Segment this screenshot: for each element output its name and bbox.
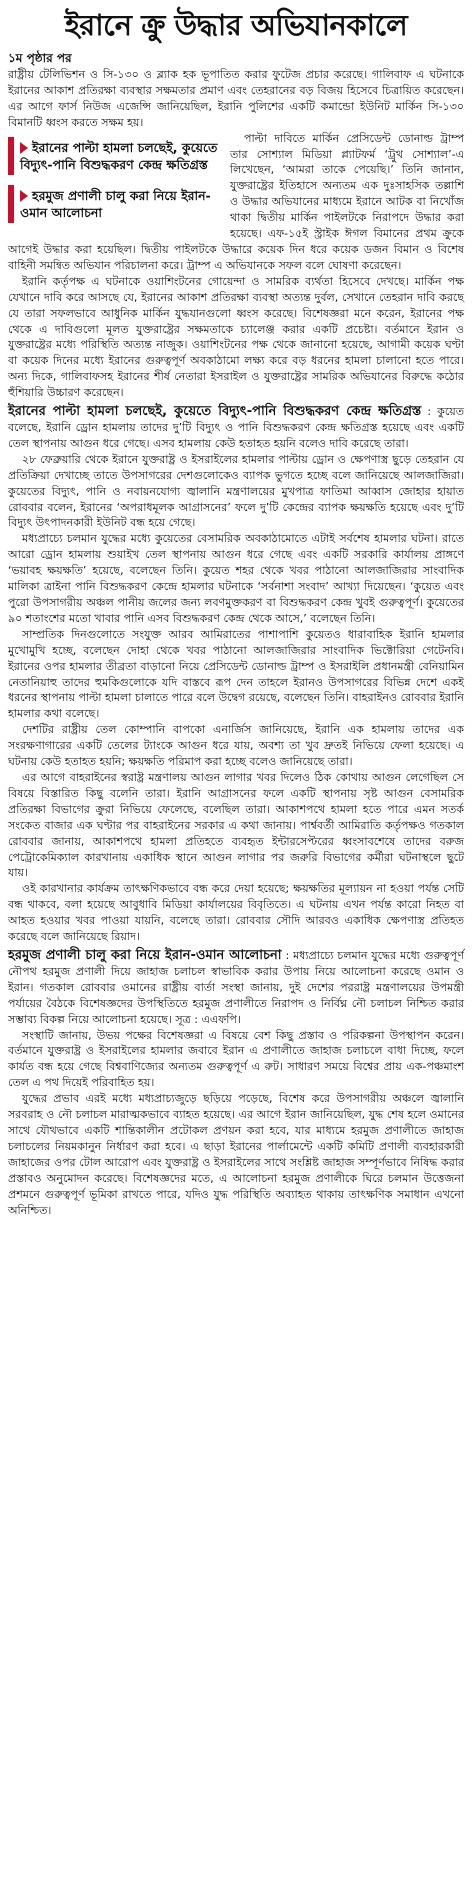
body-paragraph: সংস্থাটি জানায়, উভয় পক্ষের বিশেষজ্ঞরা এ বিষয়ে বেশ কিছু প্রস্তাব ও পরিকল্পনা উপস্থাপন করেন। বর্তমানে যুক্তরাষ্ট্র ও ইসরাইলের হামলার জবাবে ইরান এ প্রণালীতে জাহাজ চলাচলে বাধা দিচ্ছে, ফলে কার্যত বন্ধ হয়ে গেছে বিশ্ববাণিজ্যের অন্যতম গুরুত্বপূর্ণ এ রুট। সাধারণ সময়ে বিশ্বের প্রায় এক-পঞ্চমাংশ তেল এ পথ দিয়েই পরিবাহিত হয়।	[8, 1028, 464, 1090]
highlights-box	[8, 137, 218, 233]
section-heading: হরমুজ প্রণালী চালু করা নিয়ে ইরান-ওমান আলোচনা	[8, 947, 282, 963]
body-paragraph: মধ্যপ্রাচ্যে চলমান যুদ্ধের মধ্যে কুয়েতের বেসামরিক অবকাঠামোতে এটাই সর্বশেষ হামলার ঘটনা। রাতে আরো ড্রোন হামলায় শুয়াইখ তেল স্থাপনায় আগুন ধরে গেছে এবং একটি সরকারি কার্যালয় প্রাঙ্গণে ‘ভয়াবহ ক্ষয়ক্ষতি’ হয়েছে, বলেছেন তিনি। কুয়েত শহর থেকে খবর পাঠানো আলজাজিরার সাংবাদিক মালিকা ত্রাইনা পানি বিশুদ্ধকরণ কেন্দ্রে হামলার ঘটনাকে ‘সর্বনাশা সংবাদ’ আখ্যা দিয়েছেন। ‘কুয়েত এবং পুরো উপসাগরীয় অঞ্চল পানীয় জলের জন্য লবণমুক্তকরণ বা বিশুদ্ধকরণ কেন্দ্র খুবই গুরুত্বপূর্ণ। কুয়েতের ৯০ শতাংশের মতো খাবার পানি এসব বিশুদ্ধকরণ কেন্দ্র থেকে আসে,’ বলেছেন তিনি।	[8, 532, 464, 625]
section-kuwait	[8, 403, 464, 452]
section-hormuz	[8, 947, 464, 1028]
body-paragraph: যুদ্ধের প্রভাব এরই মধ্যে মধ্যপ্রাচ্যজুড়ে ছড়িয়ে পড়েছে, বিশেষ করে উপসাগরীয় অঞ্চলে জ্বালানি সরবরাহ ও নৌ চলাচল মারাত্মকভাবে ব্যাহত হয়েছে। এর আগে ইরান জানিয়েছিল, যুদ্ধ শেষ হলে ওমানের সাথে যৌথভাবে একটি শান্তিকালীন প্রটোকল প্রণয়ন করা হবে, যার মাধ্যমে হরমুজ প্রণালীতে জাহাজ চলাচলের নিয়মকানুন নির্ধারণ করা হবে। এ ছাড়া ইরানের পার্লামেন্টে একটি কমিটি প্রণালী ব্যবহারকারী জাহাজের ওপর টোল আরোপ এবং যুক্তরাষ্ট্র ও ইসরাইলের সাথে সংশ্লিষ্ট জাহাজ সম্পূর্ণভাবে নিষিদ্ধ করার প্রস্তাবও অনুমোদন করেছে। বিশেষজ্ঞদের মতে, এ আলোচনা হরমুজ প্রণালীকে ঘিরে চলমান উত্তেজনা প্রশমনে গুরুত্বপূর্ণ ভূমিকা রাখতে পারে, যদিও যুদ্ধ পরিস্থিতি অব্যাহত থাকায় তাৎক্ষণিক সমাধান এখনো অনিশ্চিত।	[8, 1092, 464, 1217]
body-paragraph: দেশটির রাষ্ট্রীয় তেল কোম্পানি বাপকো এনার্জিস জানিয়েছে, ইরানি এক হামলায় তাদের এক সংরক্ষণাগারের একটি তেলের ট্যাংকে আগুন ধরে যায়, অবশ্য তা খুব দ্রুতই নিভিয়ে ফেলা হয়েছে। এ ঘটনায় কেউ হতাহত হয়নি; ক্ষয়ক্ষতি পরিমাপ করা হচ্ছে বলেও জানিয়েছে তারা।	[8, 723, 464, 769]
continued-label: ১ম পৃষ্ঠার পর	[8, 51, 72, 65]
body-paragraph: এর আগে বাহরাইনের স্বরাষ্ট্র মন্ত্রণালয় আগুন লাগার খবর দিলেও ঠিক কোথায় আগুন লেগেছিল সে বিষয়ে বিস্তারিত কিছু বলেনি তারা। ইরানি আগ্রাসনের ফলে একটি স্থাপনায় সৃষ্ট আগুন বেসামরিক প্রতিরক্ষা বিভাগের ক্রুরা নিভিয়ে ফেলেছে, বলেছিল তারা। আকাশপথে হামলা হতে পারে এমন সতর্ক সংকেত বাজার এক ঘণ্টার পর বাহরাইনের সরকার এ কথা জানায়। পার্শ্ববর্তী আমিরাতি কর্তৃপক্ষও গতকাল রোববার জানায়, আকাশপথে হামলা প্রতিহতে ব্যবহৃত ইন্টারসেপ্টরের ধ্বংসাবশেষে তাদের বরুজ পেট্রোকেমিক্যাল কারখানায় একাধিক স্থানে আগুন লাগার পর জরুরি বিভাগের কর্মীরা ঘটনাস্থলে ছুটে যায়।	[8, 770, 464, 880]
highlight-item[interactable]	[8, 185, 218, 223]
section-lead: : মধ্যপ্রাচ্যে চলমান যুদ্ধের মধ্যে গুরুত্বপূর্ণ নৌপথ হরমুজ প্রণালী দিয়ে জাহাজ চলাচল স্বাভাবিক করার উপায় নিয়ে আলোচনা করেছে ওমান ও ইরান। গতকাল রোববার ওমানের রাষ্ট্রীয় বার্তা সংস্থা জানায়, দুই দেশের পররাষ্ট্র মন্ত্রণালয়ের উপমন্ত্রী পর্যায়ের বৈঠকে বিশেষজ্ঞদের উপস্থিতিতে হরমুজ প্রণালীতে নিরাপদ ও নির্বিঘ্ন নৌ চলাচল নিশ্চিত করার সম্ভাব্য বিকল্প নিয়ে আলোচনা হয়েছে। সূত্র : এএফপি।	[8, 948, 464, 1026]
arrow-icon	[20, 190, 28, 202]
section-lead: : কুয়েত বলেছে, ইরানি ড্রোন হামলায় তাদের দু’টি বিদ্যুৎ ও পানি বিশুদ্ধকরণ কেন্দ্র ক্ষতিগ্রস্ত হয়েছে এবং একটি তেল স্থাপনায় আগুন ধরে গেছে। এসব হামলায় কেউ হতাহত হয়নি বলেও দাবি করেছে তারা।	[8, 405, 464, 450]
body-paragraph: ২৮ ফেব্রুয়ারি থেকে ইরানে যুক্তরাষ্ট্র ও ইসরাইলের হামলার পাল্টায় ড্রোন ও ক্ষেপণাস্ত্র ছুড়ে তেহরান যে প্রতিক্রিয়া দেখাচ্ছে তাতে উপসাগরের দেশগুলোকেও ব্যাপক ভুগতে হচ্ছে বলে জানিয়েছে আলজাজিরা। কুয়েতের বিদ্যুৎ, পানি ও নবায়নযোগ্য জ্বালানি মন্ত্রণালয়ের মুখপাত্র ফাতিমা আব্বাস জোহার হায়াত রোববার বলেন, ইরানের ‘অপরাধমূলক আগ্রাসনের’ ফলে দু’টি কেন্দ্রের ব্যাপক ক্ষয়ক্ষতি হয়েছে এবং দু’টি বিদ্যুৎ উৎপাদনকারী ইউনিট বন্ধ হয়ে গেছে।	[8, 452, 464, 530]
body-paragraph: ইরানি কর্তৃপক্ষ এ ঘটনাকে ওয়াশিংটনের গোয়েন্দা ও সামরিক ব্যর্থতা হিসেবে দেখছে। মার্কিন পক্ষ যেখানে দাবি করে আসছে যে, ইরানের আকাশ প্রতিরক্ষা ব্যবস্থা অত্যন্ত দুর্বল, সেখানে তেহরান দাবি করছে যে তারা সফলভাবে আধুনিক মার্কিন যুদ্ধযানগুলো ধ্বংস করেছে। বিশেষজ্ঞরা মনে করেন, ইরানের পক্ষ থেকে এ দাবিগুলো মূলত যুক্তরাষ্ট্রের সক্ষমতাকে চ্যালেঞ্জ করার একটি প্রচেষ্টা। বর্তমানে ইরান ও যুক্তরাষ্ট্রের মধ্যে পরিস্থিতি অত্যন্ত নাজুক। ওয়াশিংটনের পক্ষ থেকে জানানো হয়েছে, আগামী কয়েক ঘণ্টা বা কয়েক দিনের মধ্যে ইরানের গুরুত্বপূর্ণ অবকাঠামো লক্ষ্য করে বড় ধরনের হামলা চালানো হতে পারে। অন্য দিকে, গালিবাফসহ ইরানের শীর্ষ নেতারা ইসরাইল ও যুক্তরাষ্ট্রের সামরিক অভিযানের বিরুদ্ধে কঠোর হুঁশিয়ারি উচ্চারণ করেছেন।	[8, 274, 464, 400]
body-paragraph: ওই কারখানার কার্যক্রম তাৎক্ষণিকভাবে বন্ধ করে দেয়া হয়েছে; ক্ষয়ক্ষতির মূল্যায়ন না হওয়া পর্যন্ত সেটি বন্ধ থাকবে, বলা হয়েছে আবুধাবি মিডিয়া কার্যালয়ের বিবৃতিতে। এ ঘটনায় এখন পর্যন্ত কারো নিহত বা আহত হওয়ার খবর পাওয়া যায়নি, বলেছে তারা। রোববার সৌদি আরবও একাধিক ক্ষেপণাস্ত্র প্রতিহত করেছে বলে জানিয়েছে রিয়াদ।	[8, 882, 464, 944]
intro-paragraph: রাষ্ট্রীয় টেলিভিশন ও সি-১৩০ ও ব্ল্যাক হক ভূপাতিত করার ফুটেজ প্রচার করেছে। গালিবাফ এ ঘটনাকে ইরানের আকাশ প্রতিরক্ষা ব্যবস্থার সক্ষমতার প্রমাণ এবং তেহরানের বড় বিজয় হিসেবে চিত্রায়িত করেছেন। এর আগে ফার্স নিউজ এজেন্সি জানিয়েছিল, ইরানি পুলিশের একটি কমান্ডো ইউনিট মার্কিন সি-১৩০ বিমানটি ধ্বংস করতে সক্ষম হয়।	[8, 68, 464, 129]
arrow-icon	[20, 142, 28, 154]
highlight-item[interactable]	[8, 137, 218, 175]
body-paragraph: সাম্প্রতিক দিনগুলোতে সংযুক্ত আরব আমিরাতের পাশাপাশি কুয়েতও ধারাবাহিক ইরানি হামলার মুখোমুখি হচ্ছে, বলেছেন দোহা থেকে খবর পাঠানো আলজাজিরার সাংবাদিক ভিক্টোরিয়া গেটেনবি। ইরানের ওপর হামলার তীব্রতা বাড়ানো নিয়ে প্রেসিডেন্ট ডোনাল্ড ট্রাম্প ও ইসরাইলি প্রধানমন্ত্রী বেনিয়ামিন নেতানিয়াহু তাদের হুমকিগুলোকে যদি বাস্তবে রূপ দেন তাহলে ইরানও উপসাগরের বিভিন্ন দেশে একই ধরনের স্থাপনায় পাল্টা হামলা চালাতে পারে বলে উদ্বেগ রয়েছে, বলেছেন তিনি। বাহরাইনও রোববার ইরানি হামলার কথা বলেছে।	[8, 627, 464, 721]
highlight-label: হরমুজ প্রণালী চালু করা নিয়ে ইরান-ওমান আলোচনা	[20, 187, 211, 220]
section-heading: ইরানের পাল্টা হামলা চলছেই, কুয়েতে বিদ্যুৎ-পানি বিশুদ্ধকরণ কেন্দ্র ক্ষতিগ্রস্ত	[8, 404, 422, 420]
highlight-label: ইরানের পাল্টা হামলা চলছেই, কুয়েতে বিদ্যুৎ-পানি বিশুদ্ধকরণ কেন্দ্র ক্ষতিগ্রস্ত	[20, 139, 218, 172]
article-headline: ইরানে ক্রু উদ্ধার অভিযানকালে	[64, 8, 408, 42]
body-paragraph: পাল্টা দাবিতে মার্কিন প্রেসিডেন্ট ডোনাল্ড ট্রাম্প তার সোশ্যাল মিডিয়া প্ল্যাটফর্ম ‘ট্রুথ সোশ্যাল’-এ লিখেছেন, ‘আমরা তাকে পেয়েছি।’ তিনি জানান, যুক্তরাষ্ট্রের ইতিহাসে অন্যতম এক দুঃসাহসিক তল্লাশি ও উদ্ধার অভিযানের মাধ্যমে ইরানে আটক বা নিখোঁজ থাকা দ্বিতীয় মার্কিন পাইলটকে নিরাপদে উদ্ধার করা হয়েছে। এফ-১৫ই স্ট্রাইক ঈগল বিমানের প্রথম ক্রুকে আগেই উদ্ধার করা হয়েছিল। দ্বিতীয় পাইলটকে উদ্ধারে কয়েক দিন ধরে কয়েক ডজন বিমান ও বিশেষ বাহিনী সমন্বিত অভিযান পরিচালনা করে। ট্রাম্প এ অভিযানকে সফল বলে ঘোষণা করেছেন।	[8, 131, 464, 272]
